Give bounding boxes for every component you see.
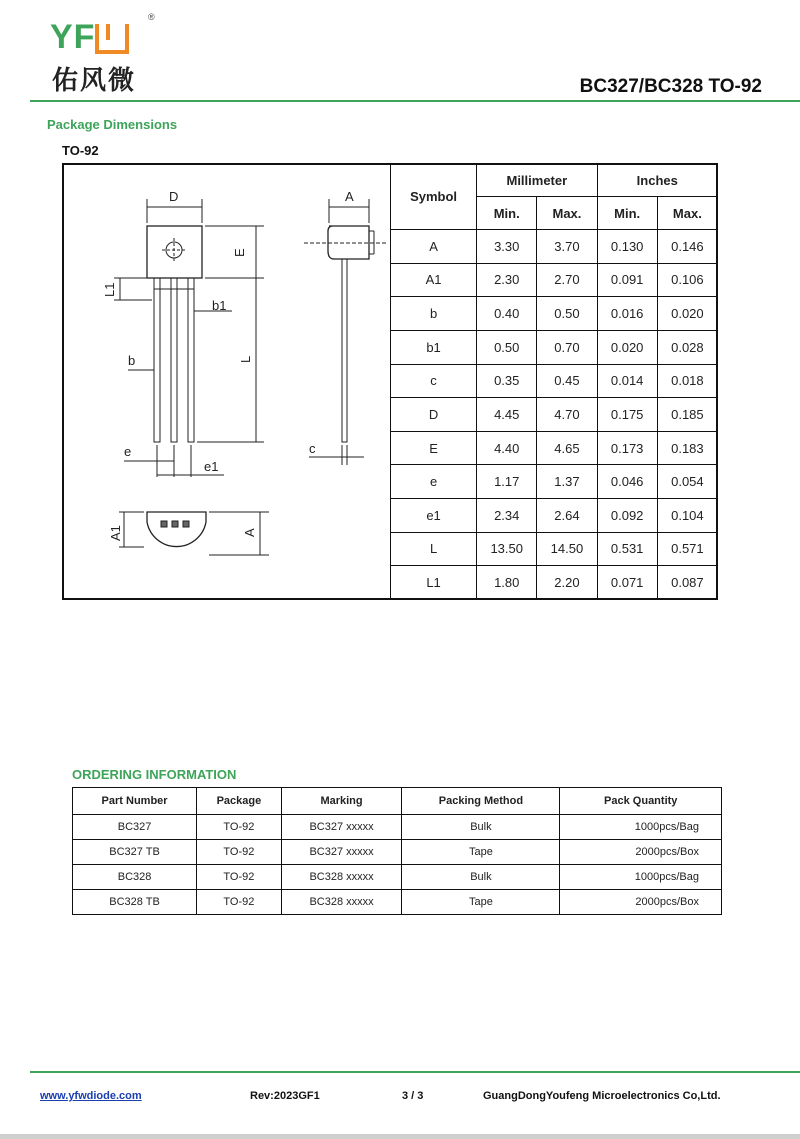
in-max-header: Max. — [657, 197, 717, 230]
dimension-value: 1.80 — [477, 566, 537, 600]
dimension-value: 0.071 — [597, 566, 657, 600]
logo — [50, 18, 129, 57]
dimension-value: 0.020 — [597, 330, 657, 364]
dimension-value: 0.45 — [537, 364, 597, 398]
ordering-cell: 1000pcs/Bag — [560, 815, 722, 840]
label-A1: A1 — [108, 525, 123, 541]
company-name: GuangDongYoufeng Microelectronics Co,Ltd. — [483, 1090, 721, 1102]
dimension-value: 2.34 — [477, 499, 537, 533]
dimension-value: 0.092 — [597, 499, 657, 533]
dimension-value: 14.50 — [537, 532, 597, 566]
dimension-row — [391, 330, 718, 364]
ordering-col-header: Package — [197, 788, 282, 815]
package-outline-drawing — [64, 165, 390, 598]
ordering-row — [73, 865, 722, 890]
mm-max-header: Max. — [537, 197, 597, 230]
dimension-row — [391, 465, 718, 499]
dimensions-table-body — [391, 230, 718, 600]
dimension-symbol: c — [391, 364, 477, 398]
dimension-value: 0.175 — [597, 398, 657, 432]
ordering-cell: TO-92 — [197, 865, 282, 890]
dimension-value: 0.014 — [597, 364, 657, 398]
ordering-cell: Tape — [402, 840, 560, 865]
dimension-value: 0.046 — [597, 465, 657, 499]
label-L1: L1 — [102, 282, 117, 297]
ordering-cell: BC327 TB — [73, 840, 197, 865]
dimension-row — [391, 297, 718, 331]
label-c: c — [309, 441, 316, 456]
dimension-value: 13.50 — [477, 532, 537, 566]
dimension-value: 0.183 — [657, 431, 717, 465]
dimension-row — [391, 364, 718, 398]
dimension-value: 0.185 — [657, 398, 717, 432]
ordering-table-body — [73, 815, 722, 915]
ordering-cell: BC327 — [73, 815, 197, 840]
dimension-symbol: b — [391, 297, 477, 331]
page-number: 3 / 3 — [402, 1090, 424, 1102]
dimension-row — [391, 263, 718, 297]
ordering-cell: TO-92 — [197, 890, 282, 915]
dimension-value: 0.40 — [477, 297, 537, 331]
dimension-value: 0.70 — [537, 330, 597, 364]
label-A-side: A — [345, 189, 354, 204]
dimension-row — [391, 431, 718, 465]
dimension-value: 0.054 — [657, 465, 717, 499]
package-label: TO-92 — [62, 143, 99, 158]
dimension-symbol: L — [391, 532, 477, 566]
ordering-cell: TO-92 — [197, 840, 282, 865]
dimension-row — [391, 398, 718, 432]
ordering-cell: BC328 TB — [73, 890, 197, 915]
dimension-value: 0.018 — [657, 364, 717, 398]
dimension-value: 2.30 — [477, 263, 537, 297]
ordering-cell: 2000pcs/Box — [560, 890, 722, 915]
dimension-value: 2.70 — [537, 263, 597, 297]
dimension-value: 0.50 — [537, 297, 597, 331]
ordering-cell: 1000pcs/Bag — [560, 865, 722, 890]
dimension-value: 0.130 — [597, 230, 657, 264]
dimension-value: 0.531 — [597, 532, 657, 566]
ordering-cell: BC327 xxxxx — [281, 840, 402, 865]
dimension-row — [391, 532, 718, 566]
label-b: b — [128, 353, 136, 368]
dimension-symbol: D — [391, 398, 477, 432]
ordering-row — [73, 890, 722, 915]
revision-text: Rev:2023GF1 — [250, 1090, 320, 1102]
dimension-value: 1.37 — [537, 465, 597, 499]
header-divider — [30, 100, 800, 102]
document-title: BC327/BC328 TO-92 — [579, 76, 762, 97]
ordering-cell: Tape — [402, 890, 560, 915]
ordering-cell: Bulk — [402, 815, 560, 840]
logo-u-mark — [95, 24, 129, 54]
logo-text: YF — [50, 18, 96, 56]
dimension-value: 0.016 — [597, 297, 657, 331]
dimension-symbol: L1 — [391, 566, 477, 600]
ordering-col-header: Part Number — [73, 788, 197, 815]
inches-header: Inches — [597, 164, 717, 197]
dimension-symbol: E — [391, 431, 477, 465]
label-D: D — [169, 189, 179, 204]
in-min-header: Min. — [597, 197, 657, 230]
label-E: E — [232, 248, 247, 257]
dimension-value: 4.45 — [477, 398, 537, 432]
mm-min-header: Min. — [477, 197, 537, 230]
dimension-value: 1.17 — [477, 465, 537, 499]
ordering-col-header: Marking — [281, 788, 402, 815]
ordering-heading: ORDERING INFORMATION — [72, 767, 237, 782]
dimension-value: 3.70 — [537, 230, 597, 264]
dimension-value: 0.35 — [477, 364, 537, 398]
dimension-value: 2.20 — [537, 566, 597, 600]
ordering-cell: BC328 xxxxx — [281, 890, 402, 915]
ordering-row — [73, 815, 722, 840]
dimension-value: 4.65 — [537, 431, 597, 465]
dimension-symbol: e — [391, 465, 477, 499]
footer-divider — [30, 1071, 800, 1073]
ordering-cell: BC328 xxxxx — [281, 865, 402, 890]
dimension-row — [391, 499, 718, 533]
dimension-row — [391, 230, 718, 264]
millimeter-header: Millimeter — [477, 164, 597, 197]
package-dimensions-heading: Package Dimensions — [47, 117, 178, 132]
dimension-value: 0.146 — [657, 230, 717, 264]
label-L: L — [238, 355, 253, 363]
page-bottom-edge — [0, 1134, 800, 1139]
dimension-value: 4.70 — [537, 398, 597, 432]
dimension-value: 0.104 — [657, 499, 717, 533]
dimension-value: 0.173 — [597, 431, 657, 465]
ordering-header-row — [73, 788, 722, 815]
ordering-row — [73, 840, 722, 865]
logo-cjk-text: 佑风微 — [52, 66, 137, 96]
ordering-cell: Bulk — [402, 865, 560, 890]
ordering-table — [72, 787, 722, 915]
dimension-value: 0.50 — [477, 330, 537, 364]
dimension-value: 0.106 — [657, 263, 717, 297]
dimension-value: 0.571 — [657, 532, 717, 566]
dimension-symbol: e1 — [391, 499, 477, 533]
dimension-value: 0.020 — [657, 297, 717, 331]
label-b1: b1 — [212, 298, 227, 313]
dimension-value: 2.64 — [537, 499, 597, 533]
dimension-value: 0.087 — [657, 566, 717, 600]
dimension-symbol: A1 — [391, 263, 477, 297]
dimension-row — [391, 566, 718, 600]
ordering-col-header: Packing Method — [402, 788, 560, 815]
dimension-symbol: A — [391, 230, 477, 264]
dimension-value: 4.40 — [477, 431, 537, 465]
ordering-cell: TO-92 — [197, 815, 282, 840]
ordering-cell: BC327 xxxxx — [281, 815, 402, 840]
dimension-value: 3.30 — [477, 230, 537, 264]
dimension-value: 0.091 — [597, 263, 657, 297]
ordering-cell: 2000pcs/Box — [560, 840, 722, 865]
col-symbol-header: Symbol — [391, 164, 477, 230]
dimension-symbol: b1 — [391, 330, 477, 364]
registered-mark: ® — [148, 12, 155, 22]
dimension-value: 0.028 — [657, 330, 717, 364]
ordering-cell: BC328 — [73, 865, 197, 890]
label-e: e — [124, 444, 132, 459]
label-e1: e1 — [204, 459, 219, 474]
dimensions-table — [390, 163, 718, 600]
ordering-col-header: Pack Quantity — [560, 788, 722, 815]
website-link[interactable]: www.yfwdiode.com — [40, 1090, 142, 1102]
label-A-bottom: A — [242, 528, 257, 537]
